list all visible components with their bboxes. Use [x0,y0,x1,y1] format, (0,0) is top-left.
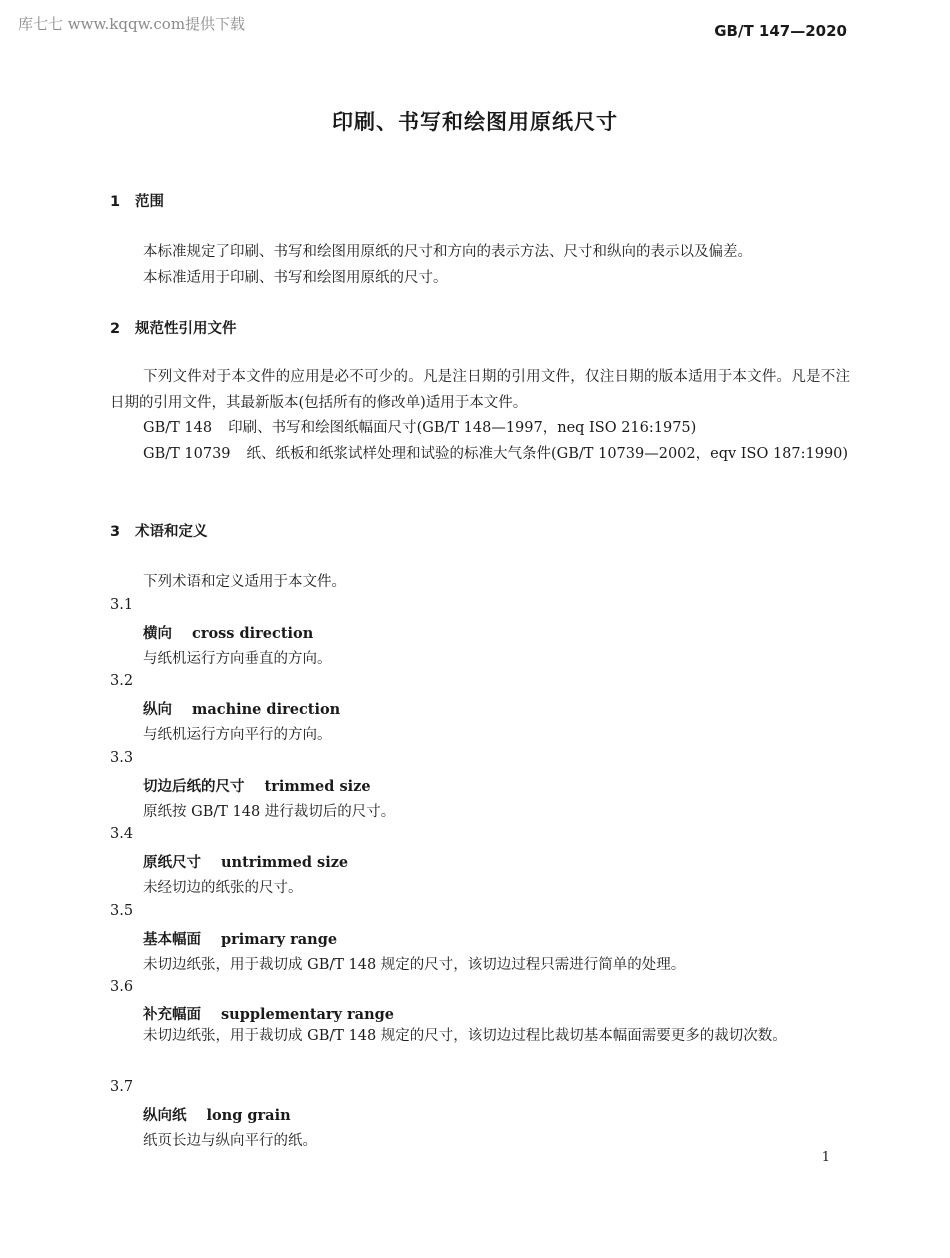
scope-paragraph-1: 本标准规定了印刷、书写和绘图用原纸的尺寸和方向的表示方法、尺寸和纵向的表示以及偏差。 [143,244,752,260]
term-zh: 横向 [143,626,172,642]
term-heading [143,1003,394,1024]
term-heading [143,928,337,949]
term-number: 3.1 [110,597,134,613]
term-en: long grain [206,1107,291,1124]
term-en: primary range [221,931,338,948]
term-zh: 纵向纸 [143,1108,187,1124]
term-definition: 未经切边的纸张的尺寸。 [143,880,303,896]
reference-doc-title: 印刷、书写和绘图纸幅面尺寸(GB/T 148—1997，neq ISO 216:1975) [228,420,697,436]
normative-references-intro: 下列文件对于本文件的应用是必不可少的。凡是注日期的引用文件，仅注日期的版本适用于本文件。凡是不注日期的引用文件，其最新版本(包括所有的修改单)适用于本文件。 [110,369,850,411]
section-title: 术语和定义 [135,524,208,540]
section-number: 1 [110,194,121,210]
term-definition: 与纸机运行方向平行的方向。 [143,727,332,743]
standard-number: GB/T 147—2020 [714,22,847,40]
reference-item [110,441,850,467]
term-heading [143,775,371,796]
reference-doc-title: 纸、纸板和纸浆试样处理和试验的标准大气条件(GB/T 10739—2002，eqv ISO 187:1990) [246,446,849,462]
section-number: 3 [110,524,121,540]
section-2-heading [110,317,237,338]
term-zh: 基本幅面 [143,932,201,948]
term-definition: 与纸机运行方向垂直的方向。 [143,651,332,667]
section-1-heading [110,190,164,211]
term-en: machine direction [192,701,341,718]
term-en: supplementary range [221,1006,394,1023]
page-number: 1 [821,1150,830,1165]
term-number: 3.6 [110,979,134,995]
term-zh: 原纸尺寸 [143,855,201,871]
term-zh: 切边后纸的尺寸 [143,779,245,795]
term-definition: 原纸按 GB/T 148 进行裁切后的尺寸。 [143,804,396,820]
scope-paragraph-2: 本标准适用于印刷、书写和绘图用原纸的尺寸。 [143,270,448,286]
term-en: trimmed size [264,778,371,795]
term-heading [143,851,348,872]
term-number: 3.4 [110,826,134,842]
term-en: untrimmed size [221,854,349,871]
terms-intro: 下列术语和定义适用于本文件。 [143,574,346,590]
document-title: 印刷、书写和绘图用原纸尺寸 [332,110,618,134]
section-title: 范围 [135,194,164,210]
section-3-heading [110,520,208,541]
section-number: 2 [110,321,121,337]
term-number: 3.3 [110,750,134,766]
term-en: cross direction [192,625,314,642]
reference-item [110,415,850,441]
section-title: 规范性引用文件 [135,321,237,337]
term-heading [143,698,340,719]
watermark-text: 库七七 www.kqqw.com提供下载 [18,15,246,33]
term-zh: 补充幅面 [143,1007,201,1023]
term-definition: 未切边纸张，用于裁切成 GB/T 148 规定的尺寸，该切边过程只需进行简单的处理。 [143,957,686,973]
term-number: 3.7 [110,1079,134,1095]
term-definition: 未切边纸张，用于裁切成 GB/T 148 规定的尺寸，该切边过程比裁切基本幅面需要更多的裁切次数。 [143,1028,787,1044]
term-heading [143,1104,291,1125]
term-number: 3.5 [110,903,134,919]
reference-doc-number: GB/T 10739 [143,446,231,462]
term-number: 3.2 [110,673,134,689]
term-definition: 纸页长边与纵向平行的纸。 [143,1133,317,1149]
reference-doc-number: GB/T 148 [143,420,213,436]
term-heading [143,622,313,643]
term-zh: 纵向 [143,702,172,718]
